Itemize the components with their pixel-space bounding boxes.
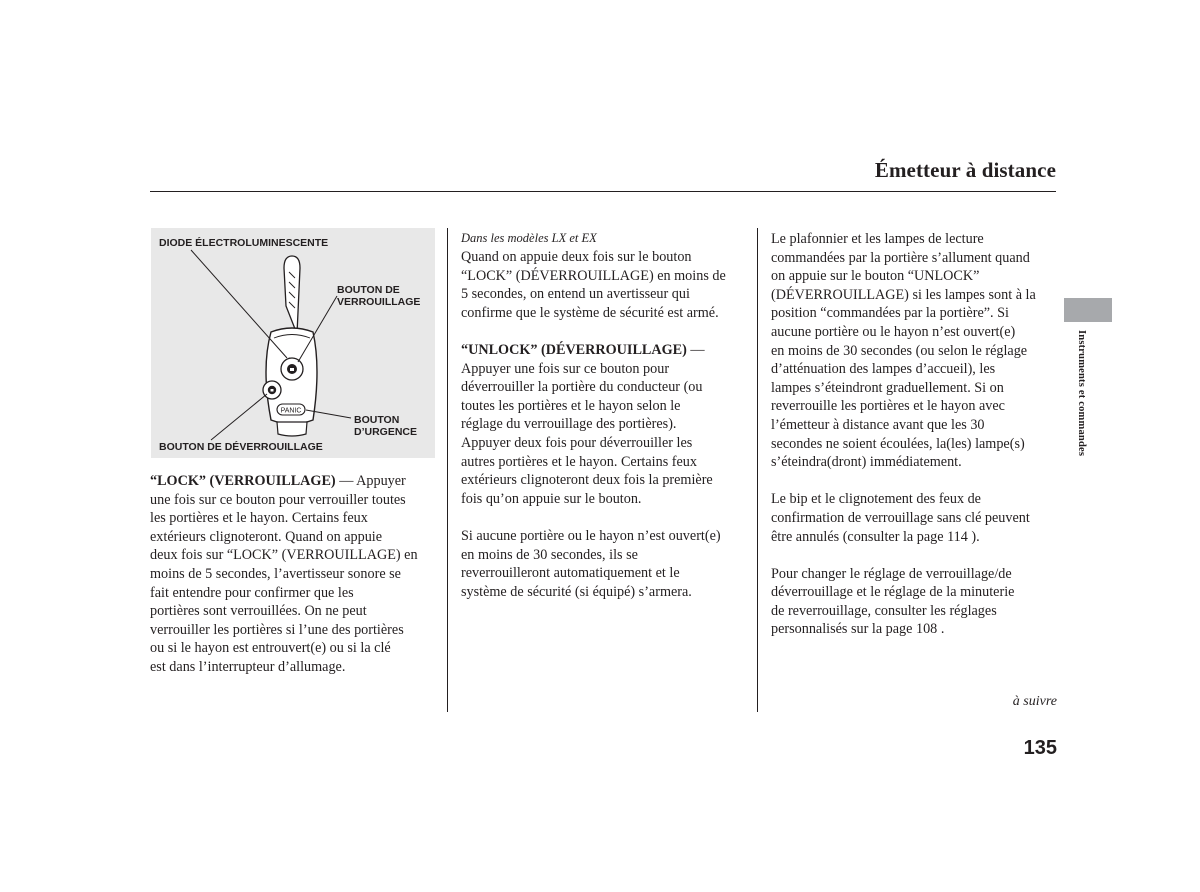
lock-twice-paragraph: Quand on appuie deux fois sur le bouton “LOCK” (DÉVERROUILLAGE) en moins de 5 secondes, on entend un avertisseur qui confirme que le système de sécurité est armé. — [461, 249, 726, 321]
section-side-label: Instruments et commandes — [1076, 330, 1087, 457]
unlock-heading: “UNLOCK” (DÉVERROUILLAGE) — [461, 341, 687, 358]
beep-paragraph: Le bip et le clignotement des feux de confirmation de verrouillage sans clé peuvent être annulés (consulter la page 114 ). — [771, 491, 1030, 545]
column-divider-right — [757, 228, 758, 712]
label-lock-button-2: VERROUILLAGE — [337, 296, 421, 308]
unlock-paragraph: “UNLOCK” (DÉVERROUILLAGE) — Appuyer une fois sur ce bouton pour déverrouiller la portière du conducteur (ou toutes les portières et le hayon selon le réglage du verrouillage des portières). Appuyer deux fois pour déverrouiller les autres portières et le hayon. Certains feux extérieurs clignoteront deux fois la première fois qu’on appuie sur le bouton. — [461, 341, 713, 507]
label-panic-button-1: BOUTON — [354, 414, 400, 426]
column-1-text — [150, 472, 440, 677]
interior-lights-paragraph: Le plafonnier et les lampes de lecture commandées par la portière s’allument quand on appuie sur le bouton “UNLOCK” (DÉVERROUILLAGE) si les lampes sont à la position “commandées par la portière”. Si aucune portière ou le hayon n’est ouvert(e) en moins de 30 secondes (ou selon le réglage d’atténuation des lampes d’accueil), les lampes s’éteindront graduellement. Si on reverrouille les portières et le hayon avec l’émetteur à distance avant que les 30 secondes ne soient écoulées, la(les) lampe(s) s’éteindra(dront) immédiatement. — [771, 231, 1036, 471]
column-3-text — [771, 230, 1061, 639]
label-panic-button-2: D’URGENCE — [354, 426, 418, 438]
section-tab — [1064, 298, 1112, 322]
column-divider-left — [447, 228, 448, 712]
lock-paragraph: “LOCK” (VERROUILLAGE) — Appuyer une fois sur ce bouton pour verrouiller toutes les portières et le hayon. Certains feux extérieurs clignoteront. Quand on appuie deux fois sur “LOCK” (VERROUILLAGE) en moins de 5 secondes, l’avertisseur sonore se fait entendre pour confirmer que les portières sont verrouillées. On ne peut verrouiller les portières si l’une des portières ou si le hayon est entrouvert(e) ou si la clé est dans l’interrupteur d’allumage. — [150, 473, 418, 675]
page-title: Émetteur à distance — [874, 158, 1056, 182]
column-2-text — [461, 230, 753, 601]
relock-paragraph: Si aucune portière ou le hayon n’est ouvert(e) en moins de 30 secondes, ils se reverrouilleront automatiquement et le système de sécurité (si équipé) s’armera. — [461, 527, 721, 600]
page-number: 135 — [1023, 737, 1057, 759]
continued-note: à suivre — [1012, 694, 1057, 709]
label-unlock-button: BOUTON DE DÉVERROUILLAGE — [159, 441, 323, 453]
lock-heading: “LOCK” (VERROUILLAGE) — [150, 473, 336, 489]
header-rule — [150, 191, 1056, 192]
label-led: DIODE ÉLECTROLUMINESCENTE — [159, 237, 329, 249]
panic-button-text: PANIC — [280, 407, 302, 415]
models-note: Dans les modèles LX et EX — [461, 231, 597, 245]
label-lock-button-1: BOUTON DE — [337, 284, 400, 296]
key-fob-drawing — [151, 228, 435, 458]
settings-paragraph: Pour changer le réglage de verrouillage/de déverrouillage et le réglage de la minuterie de reverrouillage, consulter les réglages personnalisés sur la page 108 . — [771, 565, 1015, 638]
remote-transmitter-figure — [151, 228, 435, 458]
